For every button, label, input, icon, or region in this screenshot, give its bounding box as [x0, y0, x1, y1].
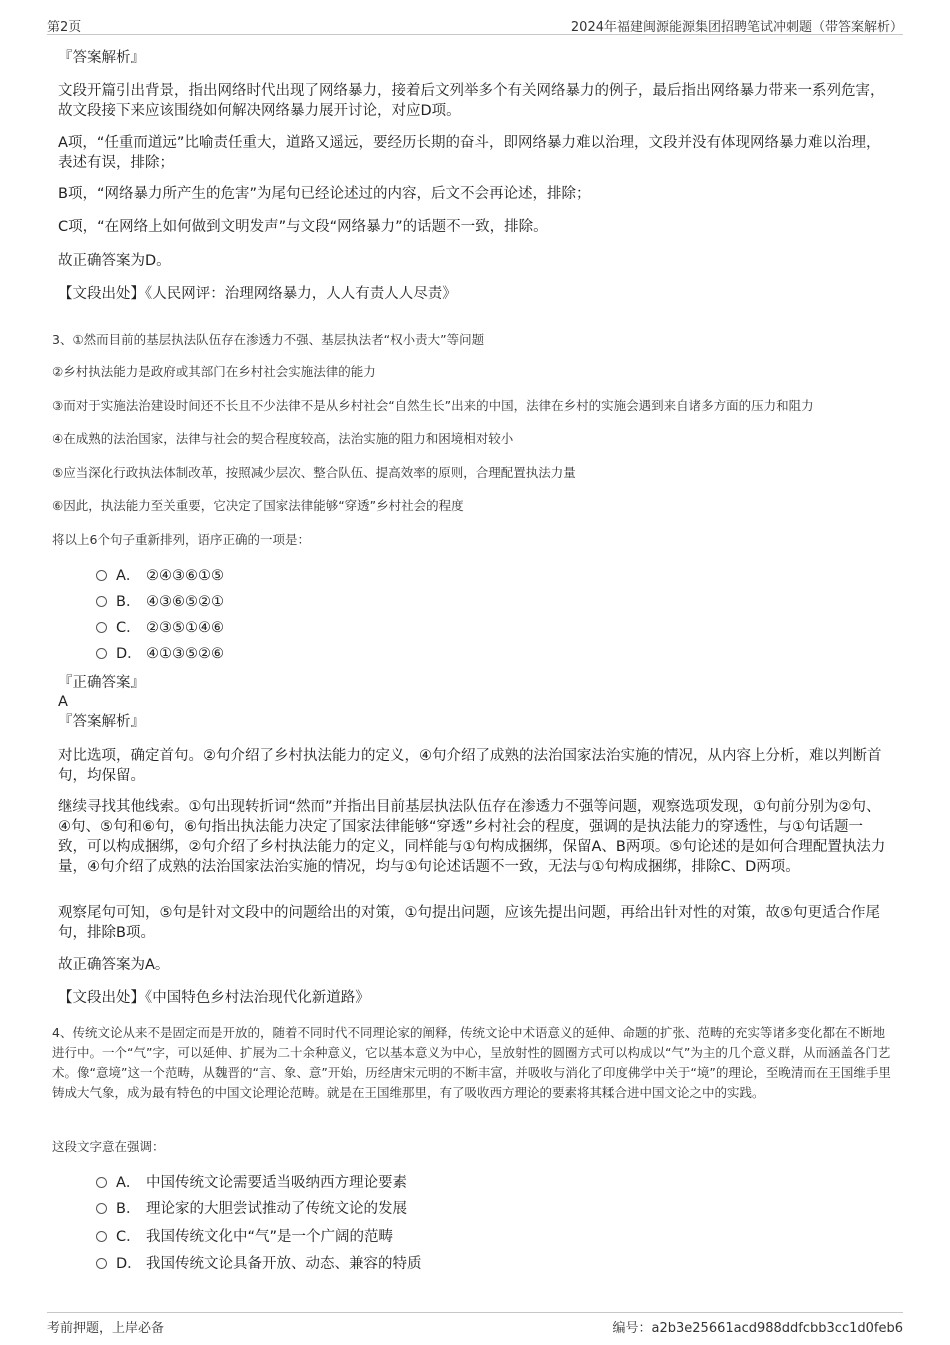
footer-slogan: 考前押题，上岸必备 [47, 1321, 165, 1336]
q3-source: 【文段出处】《中国特色乡村法治现代化新道路》 [58, 990, 370, 1006]
q4-option-b[interactable]: B． 理论家的大胆尝试推动了传统文论的发展 [96, 1199, 407, 1219]
q2-explain-heading: 『答案解析』 [58, 50, 145, 66]
q2-explain-p2: A项，“任重而道远”比喻责任重大，道路又遥远，要经历长期的奋斗，即网络暴力难以治理，文段并没有体现网络暴力难以治理，表述有误，排除； [58, 135, 881, 171]
q3-explain-heading: 『答案解析』 [58, 714, 145, 730]
radio-icon[interactable] [96, 1177, 107, 1188]
q3-sentence-5: ⑤应当深化行政执法体制改革，按照减少层次、整合队伍、提高效率的原则，合理配置执法力量 [52, 465, 576, 480]
radio-icon[interactable] [96, 570, 107, 581]
q2-explain-p5: 故正确答案为D。 [58, 253, 171, 269]
code-label: 编号： [612, 1321, 652, 1336]
radio-icon[interactable] [96, 1203, 107, 1214]
q2-explain-p1: 文段开篇引出背景，指出网络时代出现了网络暴力，接着后文列举多个有关网络暴力的例子，最后指出网络暴力带来一系列危害，故文段接下来应该围绕如何解决网络暴力展开讨论，对应D项。 [58, 83, 885, 119]
q3-option-d[interactable]: D． ④①③⑤②⑥ [96, 644, 224, 664]
radio-icon[interactable] [96, 648, 107, 659]
q2-explain-p3: B项，“网络暴力所产生的危害”为尾句已经论述过的内容，后文不会再论述，排除； [58, 186, 591, 202]
page-footer [47, 1312, 903, 1337]
q3-sentence-2: ②乡村执法能力是政府或其部门在乡村社会实施法律的能力 [52, 364, 376, 379]
q2-explain-p4: C项，“在网络上如何做到文明发声”与文段“网络暴力”的话题不一致，排除。 [58, 219, 548, 235]
q3-explain-p3: 观察尾句可知，⑤句是针对文段中的问题给出的对策，①句提出问题，应该先提出问题，再给出针对性的对策，故⑤句更适合作尾句，排除B项。 [58, 905, 880, 941]
document-title: 2024年福建闽源能源集团招聘笔试冲刺题（带答案解析） [570, 20, 903, 35]
q3-explain-p1: 对比选项，确定首句。②句介绍了乡村执法能力的定义，④句介绍了成熟的法治国家法治实施的情况，从内容上分析，难以判断首句，均保留。 [58, 748, 882, 784]
page-header [47, 14, 903, 35]
radio-icon[interactable] [96, 622, 107, 633]
q4-stem: 4、传统文论从来不是固定而是开放的，随着不同时代不同理论家的阐释，传统文论中术语意义的延伸、命题的扩张、范畴的充实等诸多变化都在不断地进行中。一个“气”字，可以延伸、扩展为二十余种意义，它以基本意义为中心，呈放射性的圆圈方式可以构成以“气”为主的几个意义群，从而涵盖各门艺术。像“意境”这一个范畴，从魏晋的“言、象、意”开始，历经唐宋元明的不断丰富，并吸收与消化了印度佛学中关于“境”的理论，至晚清而在王国维手里铸成大气象，成为最有特色的中国文论理论范畴。就是在王国维那里，有了吸收西方理论的要素将其糅合进中国文论之中的实践。 [52, 1025, 891, 1100]
q3-answer: A [58, 694, 68, 710]
q4-option-d[interactable]: D． 我国传统文论具备开放、动态、兼容的特质 [96, 1254, 422, 1274]
q3-sentence-3: ③而对于实施法治建设时间还不长且不少法律不是从乡村社会“自然生长”出来的中国，法律在乡村的实施会遇到来自诸多方面的压力和阻力 [52, 398, 814, 413]
q3-sentence-1: 3、①然而目前的基层执法队伍存在渗透力不强、基层执法者“权小责大”等问题 [52, 332, 485, 347]
q3-explain-p4: 故正确答案为A。 [58, 957, 170, 973]
q3-option-c[interactable]: C． ②③⑤①④⑥ [96, 618, 224, 638]
q3-answer-heading: 『正确答案』 [58, 675, 145, 691]
q3-explain-p2: 继续寻找其他线索。①句出现转折词“然而”并指出目前基层执法队伍存在渗透力不强等问题，观察选项发现，①句前分别为②句、④句、⑤句和⑥句，⑥句指出执法能力决定了国家法律能够“穿透”乡村社会的程度，强调的是执法能力的穿透性，与①句话题一致，可以构成捆绑，②句介绍了乡村执法能力的定义，同样能与①句构成捆绑，保留A、B两项。⑤句论述的是如何合理配置执法力量，④句介绍了成熟的法治国家法治实施的情况，均与①句论述话题不一致，无法与①句构成捆绑，排除C、D两项。 [58, 799, 886, 875]
page-number: 第2页 [47, 20, 82, 35]
q3-option-b[interactable]: B． ④③⑥⑤②① [96, 592, 224, 612]
q4-option-c[interactable]: C． 我国传统文化中“气”是一个广阔的范畴 [96, 1227, 393, 1247]
document-code [613, 1317, 904, 1336]
q2-source: 【文段出处】《人民网评：治理网络暴力，人人有责人人尽责》 [58, 286, 457, 302]
radio-icon[interactable] [96, 1258, 107, 1269]
q3-sentence-6: ⑥因此，执法能力至关重要，它决定了国家法律能够“穿透”乡村社会的程度 [52, 498, 464, 513]
q3-prompt: 将以上6个句子重新排列，语序正确的一项是： [52, 532, 310, 547]
q3-option-a[interactable]: A． ②④③⑥①⑤ [96, 566, 224, 586]
code-value: a2b3e25661acd988ddfcbb3cc1d0feb6 [651, 1321, 903, 1336]
radio-icon[interactable] [96, 596, 107, 607]
radio-icon[interactable] [96, 1231, 107, 1242]
q4-prompt: 这段文字意在强调： [52, 1139, 165, 1154]
q3-sentence-4: ④在成熟的法治国家，法律与社会的契合程度较高，法治实施的阻力和困境相对较小 [52, 431, 514, 446]
q4-option-a[interactable]: A． 中国传统文论需要适当吸纳西方理论要素 [96, 1173, 407, 1193]
